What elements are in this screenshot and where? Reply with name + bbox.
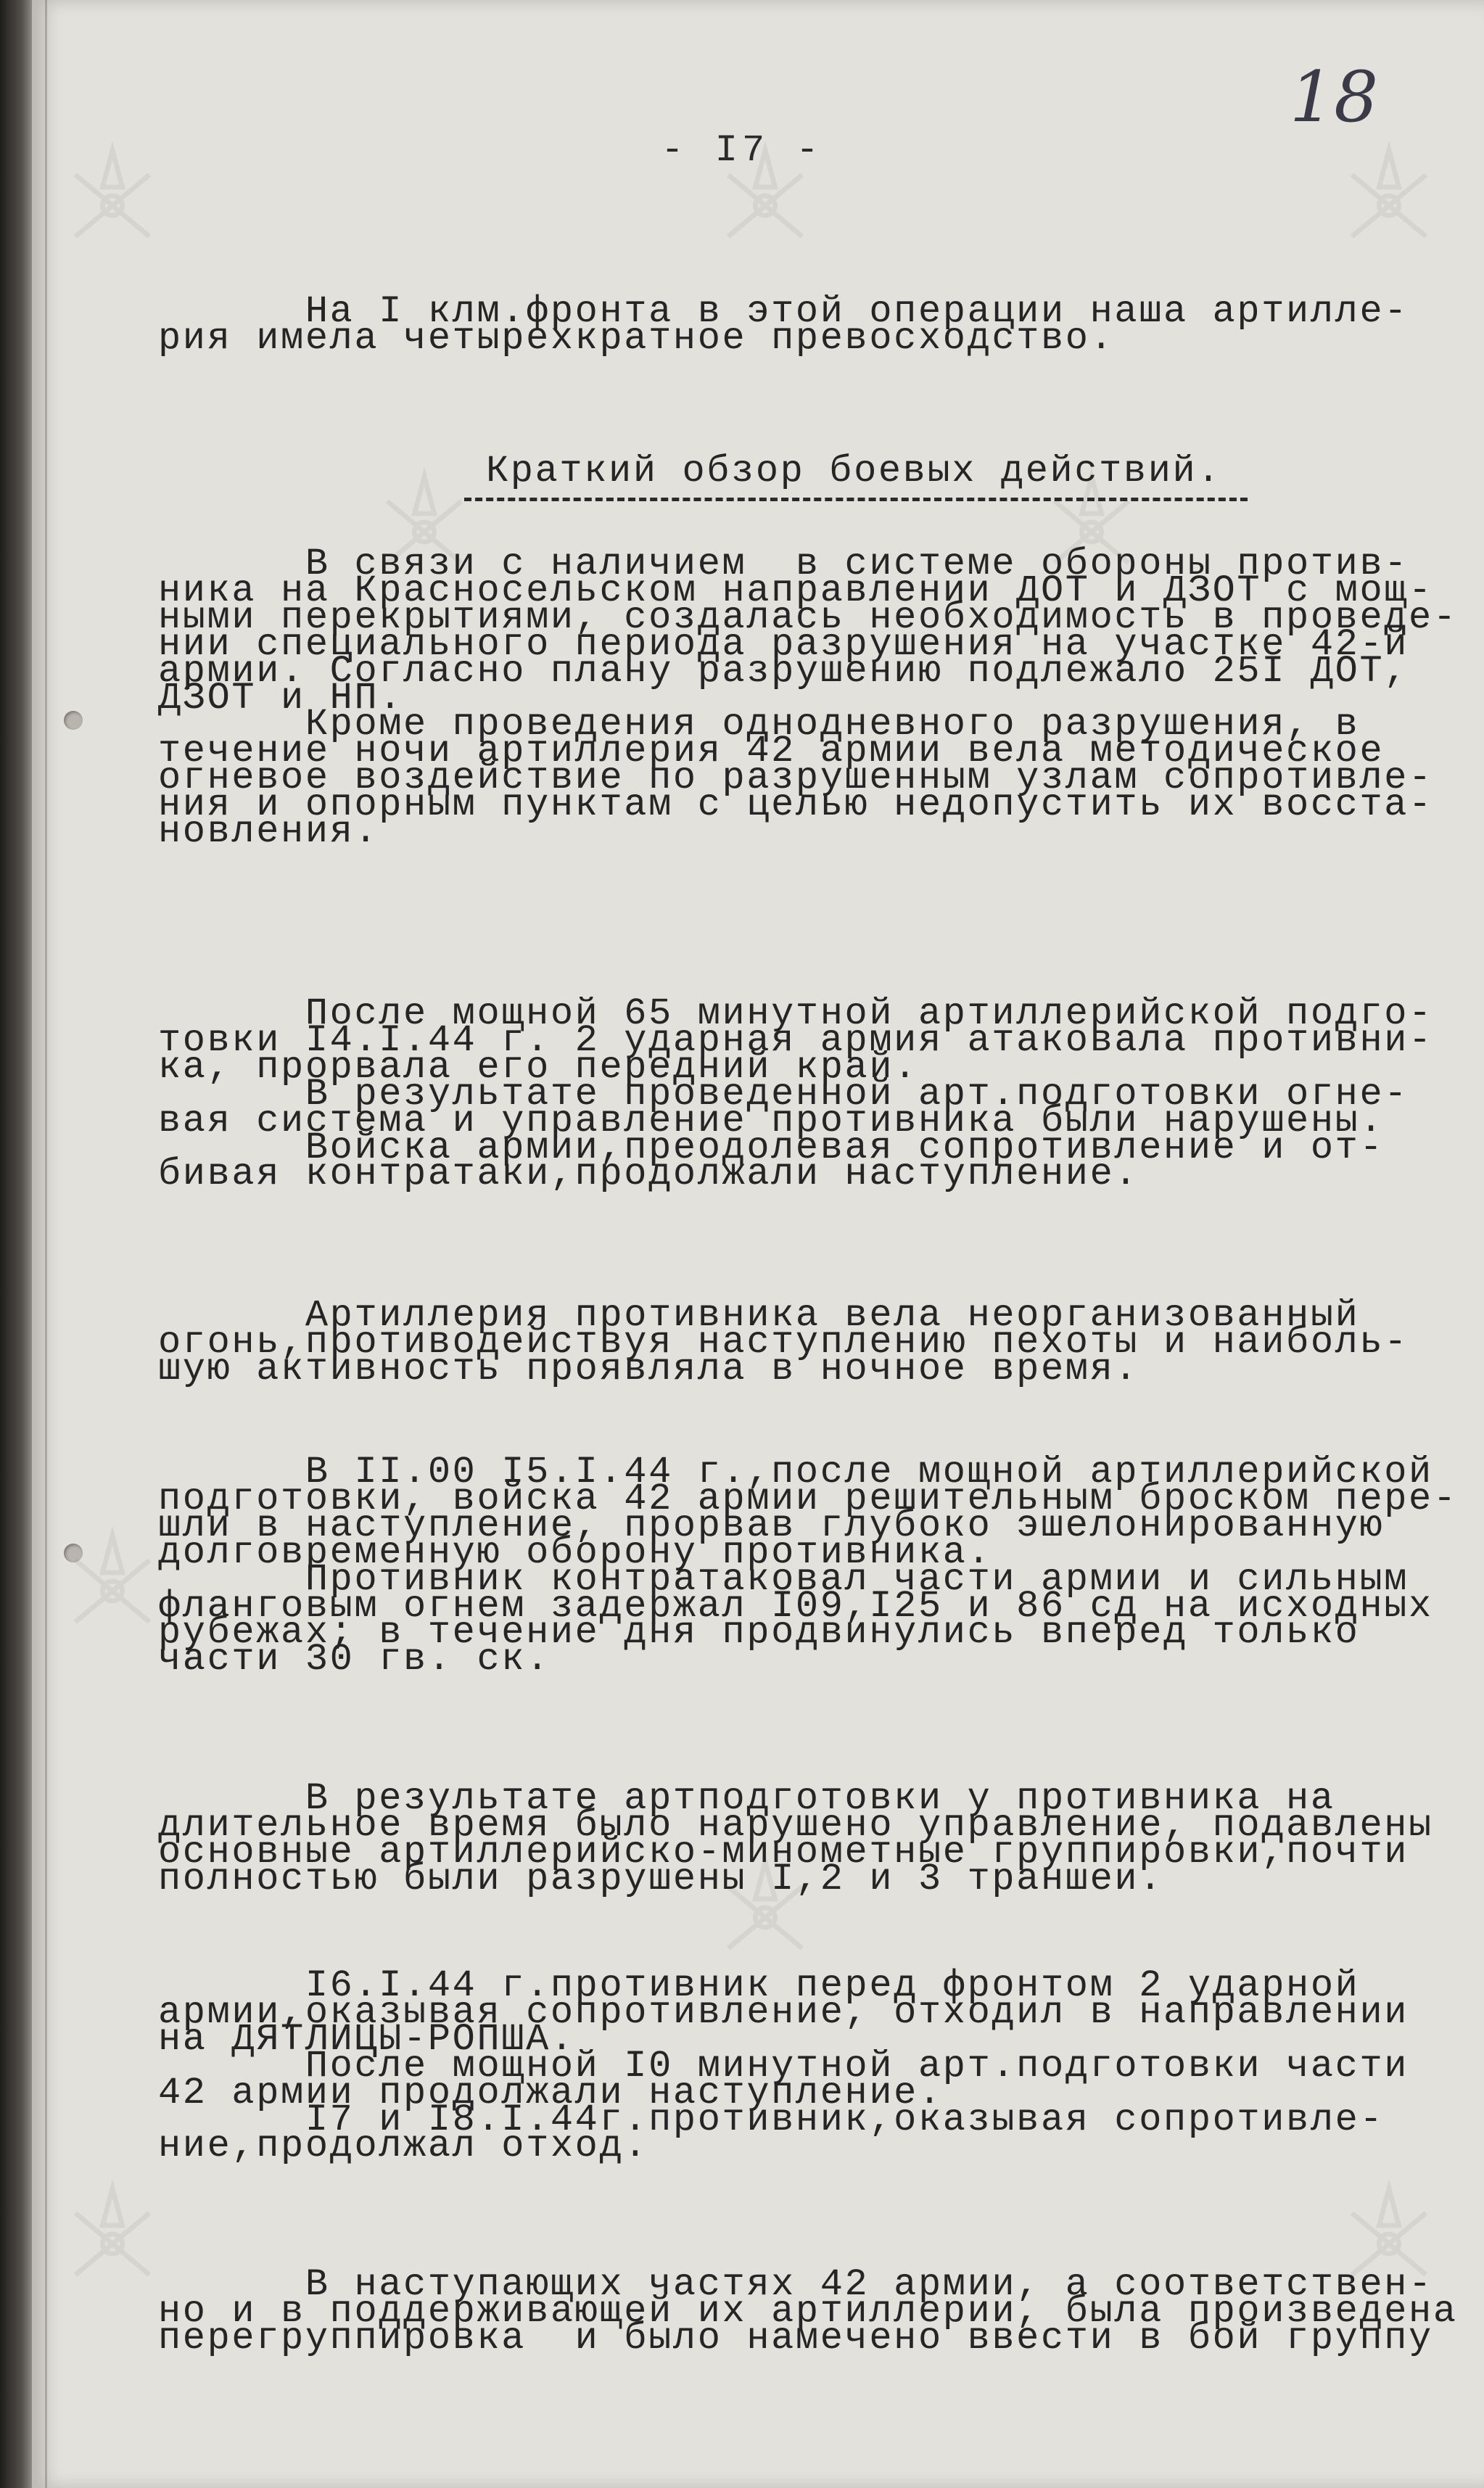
page-number: - I7 - [661, 129, 823, 172]
paragraph: I6.I.44 г.противник перед фронтом 2 ударной армии,оказывая сопротивление, отходил в направлении на ДЯТЛИЦЫ-РОПША. После мощной I0 минутной арт.подготовки части 42 армии продолжали наступление. I7 и I8.I.44г.противник,оказывая сопротивле- ние,продолжал отход. [158, 1964, 1409, 2168]
paragraph: После мощной 65 минутной артиллерийской подго- товки I4.I.44 г. 2 ударная армия атаковала противни- ка, прорвала его передний край. В результате проведенной арт.подготовки огне- вая система и управление противника были нарушены. Войска армии,преодолевая сопротивление и от- бивая контратаки,продолжали наступление. [158, 992, 1433, 1196]
binding-edge [0, 0, 32, 2488]
paragraph: В II.00 I5.I.44 г.,после мощной артиллерийской подготовки, войска 42 армии решительным броском пере- шли в наступление, прорвав глубоко эшелонированную долговременную оборону противника. Противник контратаковал части армии и сильным фланговым огнем задержал I09,I25 и 86 сд на исходных рубежах; в течение дня продвинулись вперед только части 30 гв. ск. [158, 1451, 1458, 1681]
archive-sheet-number: 18 [1290, 57, 1379, 138]
paragraph: В наступающих частях 42 армии, а соответствен- но и в поддерживающей их артиллерии, была произведена перегруппировка и было намечено ввести в бой группу [158, 2263, 1458, 2360]
heading-underline [464, 498, 1248, 501]
watermark-emblem-icon [51, 1523, 174, 1647]
watermark-emblem-icon [51, 2176, 174, 2299]
paragraph: На I клм.фронта в этой операции наша артилле- рия имела четырехкратное превосходство. [158, 290, 1409, 360]
fold-line [45, 0, 47, 2488]
paragraph: Артиллерия противника вела неорганизованный огонь,противодействуя наступлению пехоты и наиболь- шую активность проявляла в ночное время. [158, 1294, 1409, 1391]
section-heading: Краткий обзор боевых действий. [486, 450, 1222, 493]
paragraph: В связи с наличием в системе обороны против- ника на Красносельском направлении ДОТ и ДЗОТ с мощ- ными перекрытиями, создалась необходимость в проведе- нии специального периода разрушения на участке 42-й армии. Согласно плану разрушению подлежало 25I ДОТ, ДЗОТ и НП. Кроме проведения однодневного разрушения, в течение ночи артиллерия 42 армии вела методическое огневое воздействие по разрушенным узлам сопротивле- ния и опорным пунктам с целью недопустить их восста- новления. [158, 543, 1458, 854]
paragraph: В результате артподготовки у противника на длительное время было нарушено управление, подавлены основные артиллерийско-минометные группировки,почти полностью были разрушены I,2 и 3 траншеи. [158, 1777, 1433, 1900]
punch-hole [64, 711, 83, 730]
